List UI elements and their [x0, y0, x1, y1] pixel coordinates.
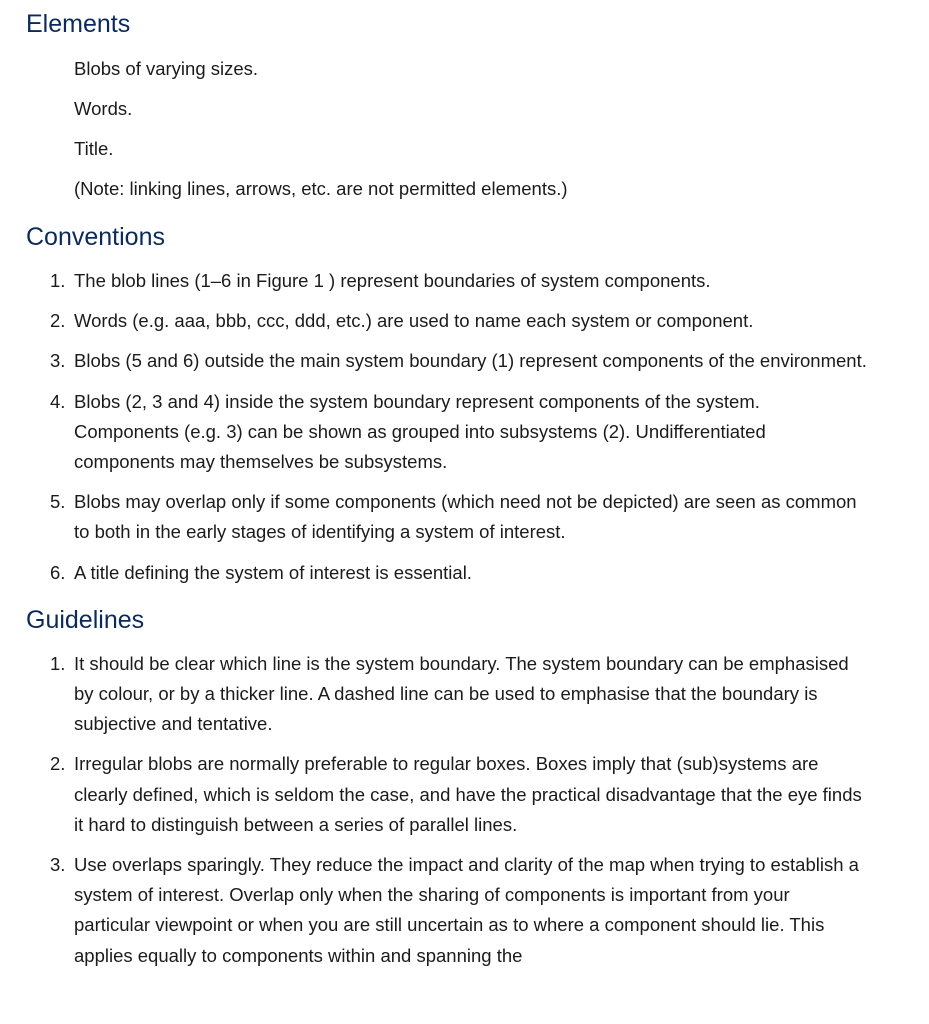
- list-item: [50, 266, 929, 296]
- guidelines-list: [0, 649, 929, 971]
- item-number: 1.: [50, 652, 66, 674]
- item-number: 4.: [50, 390, 66, 412]
- item-number: 5.: [50, 491, 66, 513]
- item-number: 1.: [50, 270, 66, 291]
- elements-list: [0, 54, 929, 204]
- item-text: A title defining the system of interest is essential.: [74, 561, 472, 583]
- list-item: Words.: [74, 98, 133, 119]
- list-item: (Note: linking lines, arrows, etc. are not permitted elements.): [74, 178, 568, 199]
- item-text: Blobs (5 and 6) outside the main system boundary (1) represent components of the environment.: [74, 350, 867, 372]
- conventions-heading: Conventions: [26, 223, 165, 251]
- item-text: Words (e.g. aaa, bbb, ccc, ddd, etc.) are used to name each system or component.: [74, 310, 754, 332]
- item-text: The blob lines (1–6 in Figure 1 ) represent boundaries of system components.: [74, 270, 711, 291]
- list-item: Title.: [74, 138, 114, 159]
- conventions-list: [0, 266, 929, 588]
- guidelines-heading: Guidelines: [26, 605, 145, 634]
- list-item: [50, 487, 929, 547]
- list-item: [50, 346, 929, 376]
- elements-heading: Elements: [26, 10, 131, 38]
- item-number: 3.: [50, 854, 66, 876]
- item-text: It should be clear which line is the system boundary. The system boundary can be emphasised by colour, or by a thicker line. A dashed line can be used to emphasise that the boundary is subjective and tentative.: [74, 652, 849, 735]
- item-text: Blobs may overlap only if some components (which need not be depicted) are seen as common to both in the early stages of identifying a system of interest.: [74, 491, 857, 543]
- list-item: [50, 558, 929, 588]
- item-number: 3.: [50, 350, 66, 372]
- item-number: 2.: [50, 310, 66, 332]
- item-number: 6.: [50, 561, 66, 583]
- list-item: [50, 649, 929, 740]
- item-text: Use overlaps sparingly. They reduce the impact and clarity of the map when trying to establish a system of interest. Overlap only when the sharing of components is important from your particular viewpoint or when you are still uncertain as to where a component should lie. This applies equally to components within and spanning the: [74, 854, 859, 966]
- list-item: Blobs of varying sizes.: [74, 58, 259, 79]
- list-item: [50, 749, 929, 840]
- item-text: Irregular blobs are normally preferable to regular boxes. Boxes imply that (sub)systems are clearly defined, which is seldom the case, and have the practical disadvantage that the eye finds it hard to distinguish between a series of parallel lines.: [74, 753, 862, 835]
- list-item: [50, 387, 929, 478]
- item-text: Blobs (2, 3 and 4) inside the system boundary represent components of the system. Components (e.g. 3) can be shown as grouped into subsystems (2). Undifferentiated components may themselves be subsystems.: [74, 390, 766, 473]
- list-item: [50, 850, 929, 971]
- list-item: [50, 306, 929, 336]
- item-number: 2.: [50, 753, 66, 775]
